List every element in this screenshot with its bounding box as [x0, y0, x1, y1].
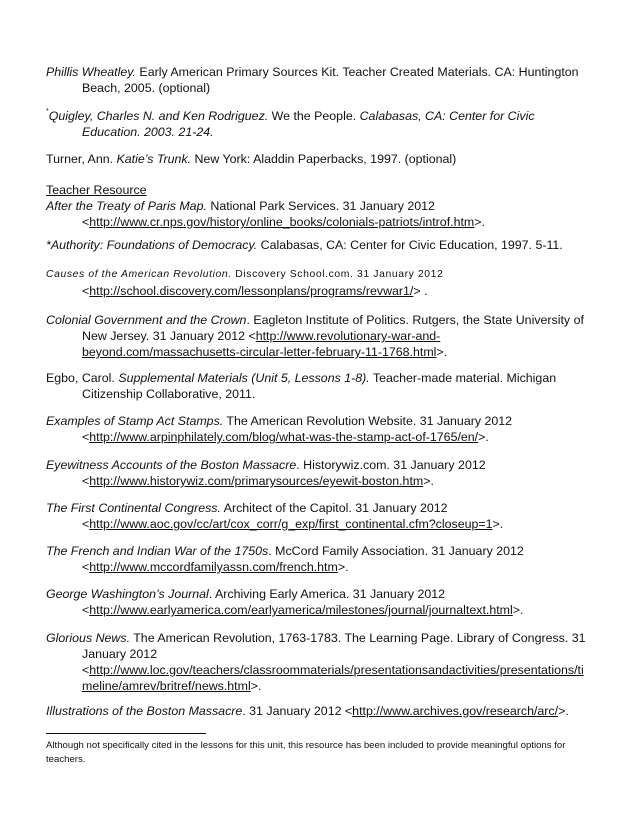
bracket-open: <: [82, 430, 90, 444]
citation-title: After the Treaty of Paris Map.: [46, 199, 207, 213]
citation-eyewitness: [46, 457, 602, 489]
citation-egbo: [46, 370, 602, 402]
citation-link[interactable]: http://www.historywiz.com/primarysources/eyewit-boston.htm: [89, 474, 424, 488]
bracket-close: >.: [337, 560, 349, 574]
citation-washington-journal: [46, 586, 602, 618]
citation-continuation: New Jersey. 31 January 2012 <: [82, 329, 256, 343]
bracket-close: >.: [423, 474, 434, 488]
citation-glorious-news: [46, 630, 602, 694]
citation-title: Eyewitness Accounts of the Boston Massacre: [46, 458, 297, 472]
citation-continuation: January 2012: [82, 647, 158, 661]
citation-french-indian-war: [46, 543, 602, 575]
citation-text: Architect of the Capitol. 31 January 2012: [220, 501, 448, 515]
citation-text: National Park Services. 31 January 2012: [206, 199, 435, 213]
citation-illustrations: [46, 703, 602, 719]
citation-link-continued[interactable]: meline/amrev/britref/news.html: [82, 679, 251, 693]
citation-text: . Historywiz.com. 31 January 2012: [296, 458, 486, 472]
citation-stamp-act: [46, 413, 602, 445]
citation-title: Glorious News.: [46, 631, 131, 645]
bracket-close: >.: [492, 517, 504, 531]
citation-author: Quigley, Charles N. and Ken Rodriguez.: [48, 109, 269, 123]
bracket-close: >.: [512, 603, 524, 617]
citation-link[interactable]: http://www.earlyamerica.com/earlyamerica/milestones/journal/journaltext.html: [89, 603, 513, 617]
citation-text: New York: Aladdin Paperbacks, 1997. (optional): [191, 152, 457, 166]
citation-title: George Washington’s Journal: [46, 587, 209, 601]
citation-title: The First Continental Congress.: [46, 501, 221, 515]
citation-title: Phillis Wheatley.: [46, 65, 136, 79]
citation-text: Discovery School.com. 31 January 2012: [231, 269, 444, 280]
citation-author: Egbo, Carol.: [46, 371, 119, 385]
citation-link-continued[interactable]: beyond.com/massachusetts-circular-letter-february-11-1768.html: [82, 345, 437, 359]
bracket-close: >.: [478, 430, 489, 444]
citation-link[interactable]: http://www.loc.gov/teachers/classroommaterials/presentationsandactivities/presentations/ti: [89, 663, 584, 677]
citation-link[interactable]: http://school.discovery.com/lessonplans/programs/revwar1/: [89, 284, 414, 298]
bracket-open: <: [82, 663, 90, 677]
citation-title: We the People.: [268, 109, 360, 123]
bracket-open: <: [82, 284, 90, 298]
bracket-close: >.: [250, 679, 262, 693]
citation-title: Colonial Government and the Crown: [46, 313, 247, 327]
citation-title: *Authority: Foundations of Democracy.: [46, 238, 258, 252]
citation-text: . McCord Family Association. 31 January 2012: [268, 544, 524, 558]
citation-continental-congress: [46, 500, 602, 532]
citation-text: The American Revolution, 1763-1783. The Learning Page. Library of Congress. 31: [130, 631, 586, 645]
citation-link[interactable]: http://www.arpinphilately.com/blog/what-was-the-stamp-act-of-1765/en/: [89, 430, 479, 444]
citation-link[interactable]: http://www.aoc.gov/cc/art/cox_corr/g_exp/first_continental.cfm?closeup=1: [89, 517, 493, 531]
citation-turner: [46, 151, 602, 167]
bracket-open: <: [82, 517, 90, 531]
bracket-open: <: [82, 560, 90, 574]
bracket-open: <: [82, 215, 90, 229]
bracket-close: >.: [436, 345, 448, 359]
section-heading: Teacher Resource: [46, 183, 147, 197]
citation-continuation: Education. 2003. 21-24.: [82, 125, 214, 139]
citation-causes: [46, 267, 602, 299]
citation-text: The American Revolution Website. 31 January 2012: [223, 414, 513, 428]
citation-title: Supplemental Materials (Unit 5, Lessons 1-8).: [118, 371, 370, 385]
citation-author: Turner, Ann.: [46, 152, 117, 166]
bracket-close: > .: [413, 284, 428, 298]
citation-text: Early American Primary Sources Kit. Teacher Created Materials. CA: Huntington: [135, 65, 579, 79]
bracket-close: >.: [558, 704, 569, 718]
citation-publisher: Calabasas, CA: Center for Civic: [359, 109, 535, 123]
citation-wheatley: [46, 64, 602, 96]
bracket-close: >.: [474, 215, 485, 229]
citation-link[interactable]: http://www.revolutionary-war-and-: [255, 329, 441, 343]
citation-title: Katie’s Trunk.: [116, 152, 192, 166]
citation-quigley: [46, 108, 602, 140]
bracket-open: <: [82, 603, 90, 617]
footnote-text: Although not specifically cited in the lessons for this unit, this resource has been included to provide meaningful options for teachers.: [46, 740, 566, 765]
citation-text: . Eagleton Institute of Politics. Rutgers, the State University of: [246, 313, 584, 327]
citation-title: Examples of Stamp Act Stamps.: [46, 414, 224, 428]
citation-text: Calabasas, CA: Center for Civic Education, 1997. 5-11.: [257, 238, 563, 252]
citation-text: Teacher-made material. Michigan: [369, 371, 557, 385]
citation-authority: [46, 237, 602, 253]
citation-continuation: Citizenship Collaborative, 2011.: [82, 387, 256, 401]
citation-text: . 31 January 2012 <: [242, 704, 353, 718]
citation-continuation: Beach, 2005. (optional): [82, 81, 211, 95]
bracket-open: <: [82, 474, 90, 488]
citation-link[interactable]: http://www.cr.nps.gov/history/online_books/colonials-patriots/introf.htm: [89, 215, 475, 229]
citation-title: Illustrations of the Boston Massacre: [46, 704, 243, 718]
citation-title: The French and Indian War of the 1750s: [46, 544, 269, 558]
citation-text: . Archiving Early America. 31 January 2012: [208, 587, 446, 601]
footnote-divider: [46, 733, 206, 734]
citation-link[interactable]: http://www.archives.gov/research/arc/: [352, 704, 559, 718]
footnote-marker: *: [46, 108, 49, 115]
citation-colonial-government: [46, 312, 602, 360]
citation-treaty-map: [46, 182, 602, 230]
citation-link[interactable]: http://www.mccordfamilyassn.com/french.htm: [89, 560, 338, 574]
citation-title: Causes of the American Revolution.: [46, 269, 232, 280]
